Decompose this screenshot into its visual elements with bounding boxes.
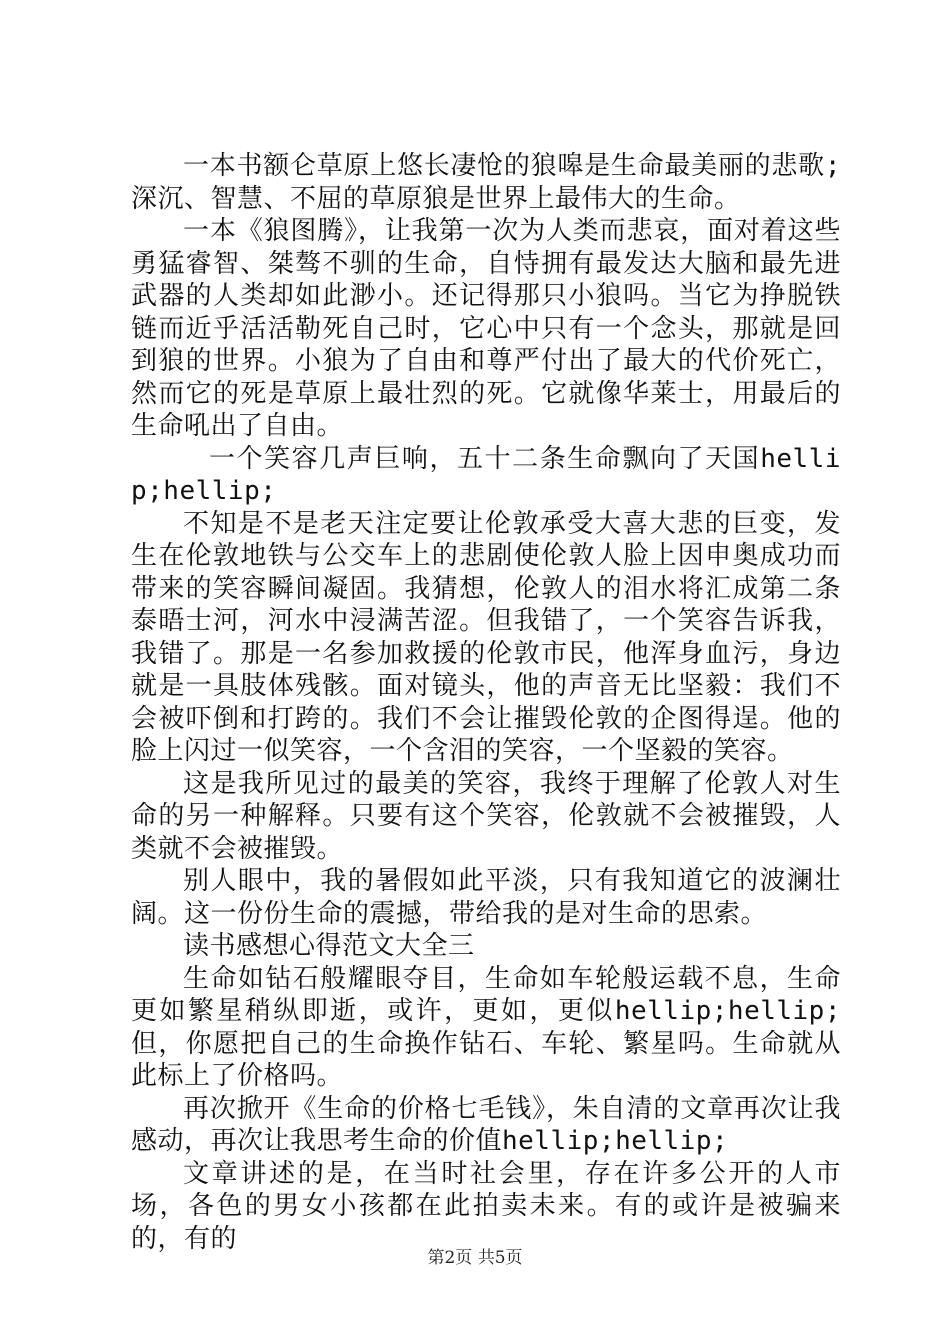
- paragraph-2: 一本《狼图腾》，让我第一次为人类而悲哀，面对着这些勇猛睿智、桀骜不驯的生命，自恃拥有最发达大脑和最先进武器的人类却如此渺小。还记得那只小狼吗。当它为挣脱铁链而近乎活活勒死自己时，它心中只有一个念头，那就是回到狼的世界。小狼为了自由和尊严付出了最大的代价死亡，然而它的死是草原上最壮烈的死。它就像华莱士，用最后的生命吼出了自由。: [131, 216, 841, 441]
- paragraph-10: 文章讲述的是，在当时社会里，存在许多公开的人市场，各色的男女小孩都在此拍卖未来。有的或许是被骗来的，有的: [131, 1158, 841, 1254]
- paragraph-5: 这是我所见过的最美的笑容，我终于理解了伦敦人对生命的另一种解释。只要有这个笑容，伦敦就不会被摧毁，人类就不会被摧毁。: [131, 768, 841, 864]
- paragraph-1: 一本书额仑草原上悠长凄怆的狼嗥是生命最美丽的悲歌;深沉、智慧、不屈的草原狼是世界上最伟大的生命。: [131, 151, 841, 214]
- paragraph-4: 不知是不是老天注定要让伦敦承受大喜大悲的巨变，发生在伦敦地铁与公交车上的悲剧使伦敦人脸上因申奥成功而带来的笑容瞬间凝固。我猜想，伦敦人的泪水将汇成第二条泰晤士河，河水中浸满苦涩。但我错了，一个笑容告诉我，我错了。那是一名参加救援的伦敦市民，他浑身血污，身边就是一具肢体残骸。面对镜头，他的声音无比坚毅：我们不会被吓倒和打跨的。我们不会让摧毁伦敦的企图得逞。他的脸上闪过一似笑容，一个含泪的笑容，一个坚毅的笑容。: [131, 508, 841, 766]
- document-body: [131, 150, 841, 1255]
- paragraph-3: 一个笑容几声巨响，五十二条生命飘向了天国hellip;hellip;: [131, 443, 841, 506]
- paragraph-8: 生命如钻石般耀眼夺目，生命如车轮般运载不息，生命更如繁星稍纵即逝，或许，更如，更似hellip;hellip;但，你愿把自己的生命换作钻石、车轮、繁星吗。生命就从此标上了价格吗。: [131, 963, 841, 1091]
- paragraph-6: 别人眼中，我的暑假如此平淡，只有我知道它的波澜壮阔。这一份份生命的震撼，带给我的是对生命的思索。: [131, 866, 841, 929]
- paragraph-9: 再次掀开《生命的价格七毛钱》，朱自清的文章再次让我感动，再次让我思考生命的价值hellip;hellip;: [131, 1093, 841, 1156]
- section-heading: 读书感想心得范文大全三: [183, 931, 475, 961]
- page-number-footer: 第2页 共5页: [427, 1248, 523, 1268]
